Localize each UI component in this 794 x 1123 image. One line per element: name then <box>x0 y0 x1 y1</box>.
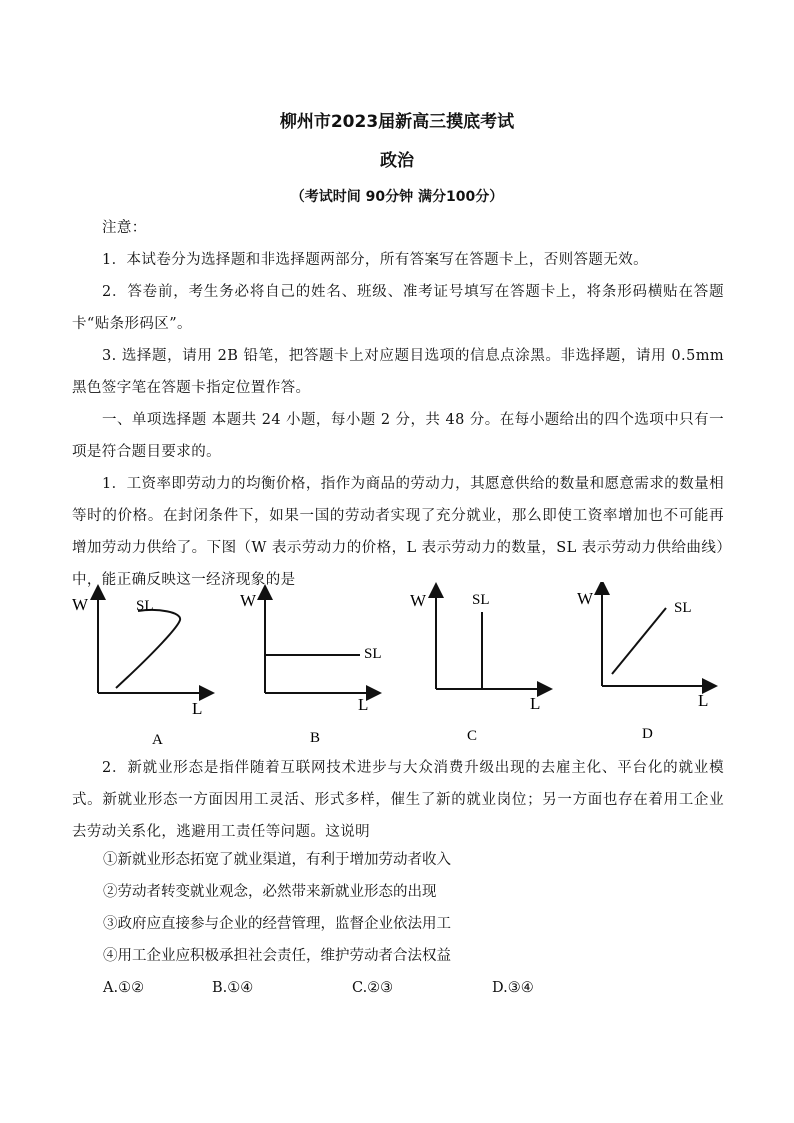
q2-statement-1: ①新就业形态拓宽了就业渠道，有利于增加劳动者收入 <box>103 852 451 868</box>
q2-answer-d: D.③④ <box>492 980 534 996</box>
q1-stem: 1．工资率即劳动力的均衡价格，指作为商品的劳动力，其愿意供给的数量和愿意需求的数量相等时的价格。在封闭条件下，如果一国的劳动者实现了充分就业，那么即使工资率增加也不可能再增加劳动力供给了。下图（W 表示劳动力的价格，L 表示劳动力的数量，SL 表示劳动力供给曲线）中，能正确反映这一经济现象的是 <box>72 476 724 588</box>
graph-a <box>72 592 207 748</box>
graph-c-letter: C <box>467 728 478 744</box>
graph-b-x-label: L <box>358 695 369 714</box>
q1-graphs <box>60 582 740 752</box>
notice-item-1: 1．本试卷分为选择题和非选择题两部分，所有答案写在答题卡上，否则答题无效。 <box>102 252 649 268</box>
graph-d-y-label: W <box>577 589 594 608</box>
q2-stem: 2．新就业形态是指伴随着互联网技术进步与大众消费升级出现的去雇主化、平台化的就业模式。新就业形态一方面因用工灵活、形式多样，催生了新的就业岗位；另一方面也存在着用工企业去劳动关系化，逃避用工责任等问题。这说明 <box>72 760 724 840</box>
graph-a-curve <box>116 610 180 688</box>
q2-statement-2: ②劳动者转变就业观念，必然带来新就业形态的出现 <box>103 884 437 900</box>
graph-a-curve-label: SL <box>136 598 154 614</box>
notice-item-3: 3. 选择题，请用 2B 铅笔，把答题卡上对应题目选项的信息点涂黑。非选择题，请用 0.5mm 黑色签字笔在答题卡指定位置作答。 <box>72 348 724 396</box>
graph-c <box>410 590 545 744</box>
graph-b <box>240 591 382 746</box>
graph-b-curve-label: SL <box>364 646 382 662</box>
graph-d-x-label: L <box>698 691 709 710</box>
graph-c-x-label: L <box>530 694 541 713</box>
subject-title: 政治 <box>380 151 414 171</box>
graph-a-y-label: W <box>72 595 89 614</box>
q2-statement-3: ③政府应直接参与企业的经营管理，监督企业依法用工 <box>103 916 451 932</box>
graph-d-letter: D <box>642 726 653 742</box>
graph-a-x-label: L <box>192 699 203 718</box>
notice-item-2: 2．答卷前，考生务必将自己的姓名、班级、准考证号填写在答题卡上，将条形码横贴在答题卡“贴条形码区”。 <box>72 284 724 332</box>
graph-d-curve-label: SL <box>674 600 692 616</box>
q2-answer-c: C.②③ <box>352 980 394 996</box>
notice-heading: 注意： <box>102 220 147 236</box>
exam-info: （考试时间 90分钟 满分100分） <box>290 189 504 205</box>
graph-a-letter: A <box>152 732 163 748</box>
graph-c-y-label: W <box>410 591 427 610</box>
q2-answer-a: A.①② <box>103 980 145 996</box>
q2-statement-4: ④用工企业应积极承担社会责任，维护劳动者合法权益 <box>103 948 451 964</box>
graph-b-y-label: W <box>240 591 257 610</box>
exam-title: 柳州市2023届新高三摸底考试 <box>279 112 515 132</box>
q2-answer-b: B.①④ <box>212 980 254 996</box>
graph-b-letter: B <box>310 730 321 746</box>
graph-c-curve-label: SL <box>472 592 490 608</box>
section1-intro: 一、单项选择题 本题共 24 小题，每小题 2 分，共 48 分。在每小题给出的四个选项中只有一项是符合题目要求的。 <box>72 412 724 460</box>
graph-d-curve <box>612 608 666 674</box>
graph-d <box>577 587 710 742</box>
